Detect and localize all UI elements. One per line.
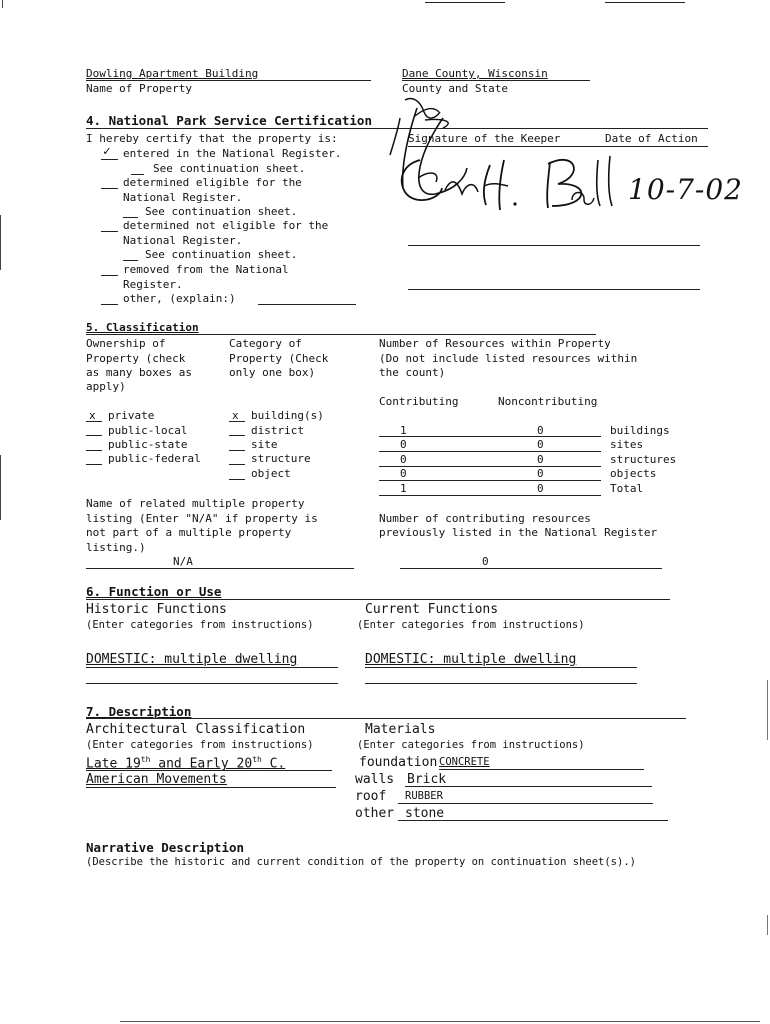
roof-label: roof	[355, 789, 387, 804]
county-state-value: Dane County, Wisconsin	[402, 67, 548, 80]
section-7-heading: 7. Description	[86, 704, 192, 719]
foundation-rule	[439, 769, 644, 770]
section-5-rule	[86, 334, 596, 335]
other-material-value: stone	[405, 806, 445, 821]
resource-label: objects	[610, 467, 657, 480]
ownership-line-2: Property (check	[86, 352, 186, 365]
other-explain-blank	[258, 304, 356, 305]
historic-functions-value: DOMESTIC: multiple dwelling	[86, 652, 298, 667]
removed-option-line-2: Register.	[123, 278, 183, 291]
historic-functions-rule	[86, 667, 338, 668]
handwritten-signature	[0, 0, 770, 260]
resource-row-rule	[379, 451, 601, 452]
category-line-2: Property (Check	[229, 352, 329, 365]
roof-rule	[398, 803, 653, 804]
eligible-option-line-1: determined eligible for the	[123, 176, 302, 189]
category-line-3: only one box)	[229, 366, 316, 379]
foundation-value: CONCRETE	[439, 756, 490, 768]
historic-functions-label: Historic Functions	[86, 602, 227, 617]
signature-rule	[408, 289, 700, 290]
entered-check-mark: ✓	[103, 144, 111, 159]
resource-row-rule	[379, 480, 601, 481]
previous-line-2: previously listed in the National Register	[379, 526, 658, 539]
current-functions-value: DOMESTIC: multiple dwelling	[365, 652, 577, 667]
category-checkbox	[229, 479, 245, 480]
section-7-rule	[86, 718, 686, 719]
ownership-line-1: Ownership of	[86, 337, 166, 350]
materials-label: Materials	[365, 722, 436, 737]
date-of-action-label: Date of Action	[605, 132, 698, 145]
category-line-1: Category of	[229, 337, 302, 350]
resource-noncontributing: 0	[537, 467, 544, 480]
resource-noncontributing: 0	[537, 453, 544, 466]
ownership-line-4: apply)	[86, 380, 126, 393]
ownership-mark: x	[89, 409, 96, 422]
arch-classification-value-1: Late 19th and Early 20th C.	[86, 755, 286, 772]
current-functions-rule	[365, 667, 637, 668]
resources-line-2: (Do not include listed resources within	[379, 352, 638, 365]
section-6-rule	[86, 599, 670, 600]
eligible-option-line-2: National Register.	[123, 191, 243, 204]
multiple-listing-value: N/A	[173, 555, 193, 568]
multiple-listing-line-2: listing (Enter "N/A" if property is	[86, 512, 318, 525]
category-checkbox	[229, 464, 245, 465]
not-eligible-option-line-1: determined not eligible for the	[123, 219, 329, 232]
previous-value: 0	[482, 555, 489, 568]
removed-option-line-1: removed from the National	[123, 263, 289, 276]
category-checkbox	[229, 435, 245, 436]
category-mark: x	[232, 409, 239, 422]
entered-option: entered in the National Register.	[123, 147, 342, 160]
resources-line-1: Number of Resources within Property	[379, 337, 611, 350]
roof-value: RUBBER	[405, 790, 443, 802]
historic-functions-rule	[86, 683, 338, 684]
walls-label: walls	[355, 772, 395, 787]
scan-edge-mark	[767, 915, 768, 935]
arch-classification-value-2: American Movements	[86, 772, 227, 787]
ownership-private: private	[108, 409, 155, 422]
historic-functions-hint: (Enter categories from instructions)	[86, 619, 314, 631]
walls-rule	[405, 786, 652, 787]
multiple-listing-line-1: Name of related multiple property	[86, 497, 305, 510]
keeper-signature-label: Signature of the Keeper	[408, 132, 561, 145]
materials-hint: (Enter categories from instructions)	[357, 739, 585, 751]
checkbox-blank	[101, 275, 118, 276]
see-continuation-3: See continuation sheet.	[145, 248, 298, 261]
date-of-action-value: 10-7-02	[628, 173, 743, 206]
walls-value: Brick	[407, 772, 447, 787]
category-site: site	[251, 438, 278, 451]
resource-label: structures	[610, 453, 677, 466]
see-continuation-1: See continuation sheet.	[153, 162, 306, 175]
category-object: object	[251, 467, 291, 480]
checkbox-blank	[123, 260, 138, 261]
county-state-label: County and State	[402, 82, 508, 95]
scan-edge-mark	[0, 215, 1, 270]
resource-noncontributing: 0	[537, 424, 544, 437]
ownership-public-local: public-local	[108, 424, 188, 437]
resource-noncontributing: 0	[537, 482, 544, 495]
category-structure: structure	[251, 452, 311, 465]
resource-contributing: 0	[400, 453, 407, 466]
other-material-rule	[398, 820, 668, 821]
scan-edge-mark	[767, 680, 768, 740]
property-name-label: Name of Property	[86, 82, 192, 95]
multiple-listing-line-3: not part of a multiple property	[86, 526, 292, 539]
resource-contributing: 1	[400, 482, 407, 495]
current-functions-rule	[365, 683, 637, 684]
checkbox-blank	[101, 304, 118, 305]
other-material-label: other	[355, 806, 395, 821]
previous-line-1: Number of contributing resources	[379, 512, 591, 525]
resource-label: sites	[610, 438, 644, 451]
multiple-listing-line-4: listing.)	[86, 541, 146, 554]
arch-classification-rule	[86, 770, 332, 771]
resource-row-rule	[379, 495, 601, 496]
ownership-line-3: as many boxes as	[86, 366, 192, 379]
current-functions-hint: (Enter categories from instructions)	[357, 619, 585, 631]
multiple-listing-rule	[86, 568, 354, 569]
resource-label: Total	[610, 482, 644, 495]
not-eligible-option-line-2: National Register.	[123, 234, 243, 247]
section-4-heading: 4. National Park Service Certification	[86, 113, 372, 128]
section-5-heading: 5. Classification	[86, 321, 199, 334]
category-building: building(s)	[251, 409, 324, 422]
contributing-header: Contributing	[379, 395, 459, 408]
current-functions-label: Current Functions	[365, 602, 499, 617]
scan-bottom-edge	[120, 1021, 760, 1022]
ownership-checkbox	[86, 450, 102, 451]
resource-row-rule	[379, 466, 601, 467]
ownership-checkbox	[86, 464, 102, 465]
section-6-heading: 6. Function or Use	[86, 584, 222, 599]
arch-classification-label: Architectural Classification	[86, 722, 306, 737]
arch-classification-hint: (Enter categories from instructions)	[86, 739, 314, 751]
other-option: other, (explain:)	[123, 292, 236, 305]
see-continuation-2: See continuation sheet.	[145, 205, 298, 218]
certify-statement: I hereby certify that the property is:	[86, 132, 338, 145]
narrative-heading: Narrative Description	[86, 840, 245, 855]
category-district: district	[251, 424, 304, 437]
scan-edge-mark	[0, 455, 1, 520]
resource-label: buildings	[610, 424, 670, 437]
ownership-public-federal: public-federal	[108, 452, 201, 465]
property-name-value: Dowling Apartment Building	[86, 67, 259, 80]
resource-contributing: 0	[400, 438, 407, 451]
resource-contributing: 0	[400, 467, 407, 480]
arch-classification-rule	[86, 787, 336, 788]
resource-row-rule	[379, 436, 601, 437]
foundation-label: foundation	[359, 755, 438, 770]
resource-noncontributing: 0	[537, 438, 544, 451]
category-checkbox	[229, 450, 245, 451]
noncontributing-header: Noncontributing	[498, 395, 598, 408]
resources-line-3: the count)	[379, 366, 446, 379]
previous-rule	[400, 568, 662, 569]
narrative-hint: (Describe the historic and current condition of the property on continuation sheet(s).)	[86, 856, 636, 868]
ownership-public-state: public-state	[108, 438, 188, 451]
ownership-checkbox	[86, 435, 102, 436]
resource-contributing: 1	[400, 424, 407, 437]
